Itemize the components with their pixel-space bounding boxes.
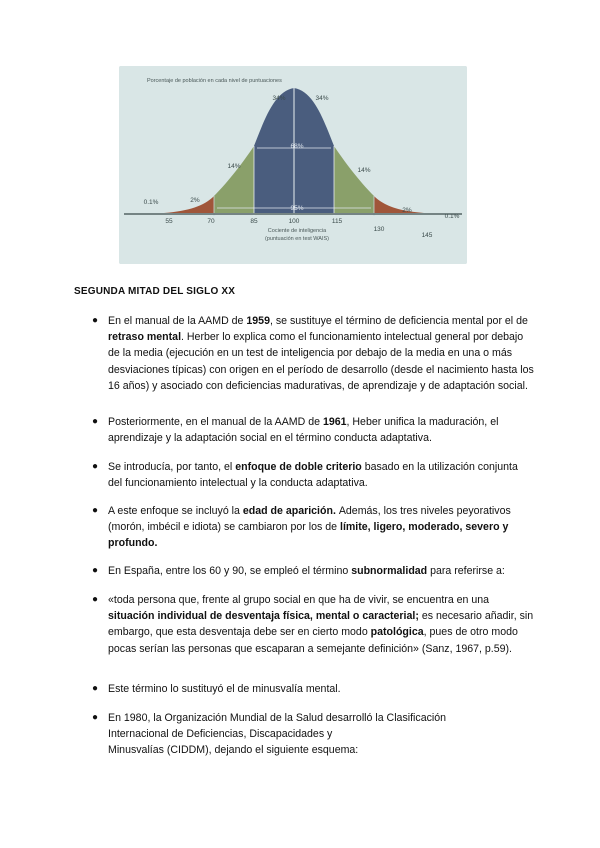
iq-bell-curve-figure (119, 66, 467, 264)
bullet-icon: ● (92, 461, 99, 472)
pct-label: 14% (357, 167, 371, 174)
bullet-icon: ● (92, 315, 99, 326)
figure-top-label: Porcentaje de población en cada nivel de puntuaciones (147, 78, 282, 84)
bullet-icon: ● (92, 683, 99, 694)
tick-label: 100 (288, 218, 300, 225)
bullet-icon: ● (92, 594, 99, 605)
section-title: SEGUNDA MITAD DEL SIGLO XX (74, 286, 236, 297)
pct-label: 34% (315, 95, 329, 102)
pct-label: 34% (272, 95, 286, 102)
tick-label: 115 (331, 218, 343, 225)
bullet-icon: ● (92, 416, 99, 427)
pct-label: 95% (290, 205, 304, 212)
pct-label: 68% (290, 143, 304, 150)
list-item-text: Este término lo sustituyó el de minusvalía mental. (108, 683, 341, 695)
list-item-text: Se introducía, por tanto, el enfoque de doble criterio basado en la utilización conjunta del funcionamiento intelectual y la conducta adaptativa. (108, 461, 518, 490)
tick-label: 130 (373, 226, 385, 233)
axis-caption-line2: (puntuación en test WAIS) (265, 236, 329, 242)
list-item-text: «toda persona que, frente al grupo social en que ha de vivir, se encuentra en una situación individual de desventaja física, mental o caracterial; es necesario añadir, sin embargo, que esta desventaja debe ser en cierto modo patológica, pues de otro modo pocas serían las personas que escaparan a semejante definición» (Sanz, 1967, p.59). (108, 594, 534, 655)
tick-label: 85 (250, 218, 258, 225)
pct-label: 0.1% (444, 213, 460, 220)
pct-label: 2% (402, 207, 412, 214)
bell-curve-svg (119, 66, 467, 264)
tick-label: 145 (421, 232, 433, 239)
list-item-text: Posteriormente, en el manual de la AAMD de 1961, Heber unifica la maduración, el aprendizaje y la adaptación social en el término conducta adaptativa. (108, 416, 499, 445)
bullet-icon: ● (92, 712, 99, 723)
tick-label: 70 (207, 218, 215, 225)
list-item-text: A este enfoque se incluyó la edad de aparición. Además, los tres niveles peyorativos (morón, imbécil e idiota) se cambiaron por los de límite, ligero, moderado, severo y profundo. (108, 505, 511, 550)
pct-label: 2% (190, 197, 200, 204)
tick-label: 55 (165, 218, 173, 225)
bullet-icon: ● (92, 505, 99, 516)
pct-label: 0.1% (143, 199, 159, 206)
axis-caption-line1: Cociente de inteligencia (267, 228, 327, 234)
list-item-text: En 1980, la Organización Mundial de la Salud desarrolló la Clasificación Internacional de Deficiencias, Discapacidades y Minusvalías (CIDDM), dejando el siguiente esquema: (108, 712, 447, 757)
list-item-text: En España, entre los 60 y 90, se empleó el término subnormalidad para referirse a: (108, 565, 505, 577)
pct-label: 14% (227, 163, 241, 170)
bullet-icon: ● (92, 565, 99, 576)
list-item-text: En el manual de la AAMD de 1959, se sustituye el término de deficiencia mental por el de retraso mental. Herber lo explica como el funcionamiento intelectual general por debajo de la media (ejecución en un test de inteligencia por debajo de la media en una o más desviaciones típicas) con origen en el período de desarrollo (desde el nacimiento hasta los 16 años) y asociado con deficiencias madurativas, de aprendizaje y de adaptación social. (108, 315, 534, 392)
